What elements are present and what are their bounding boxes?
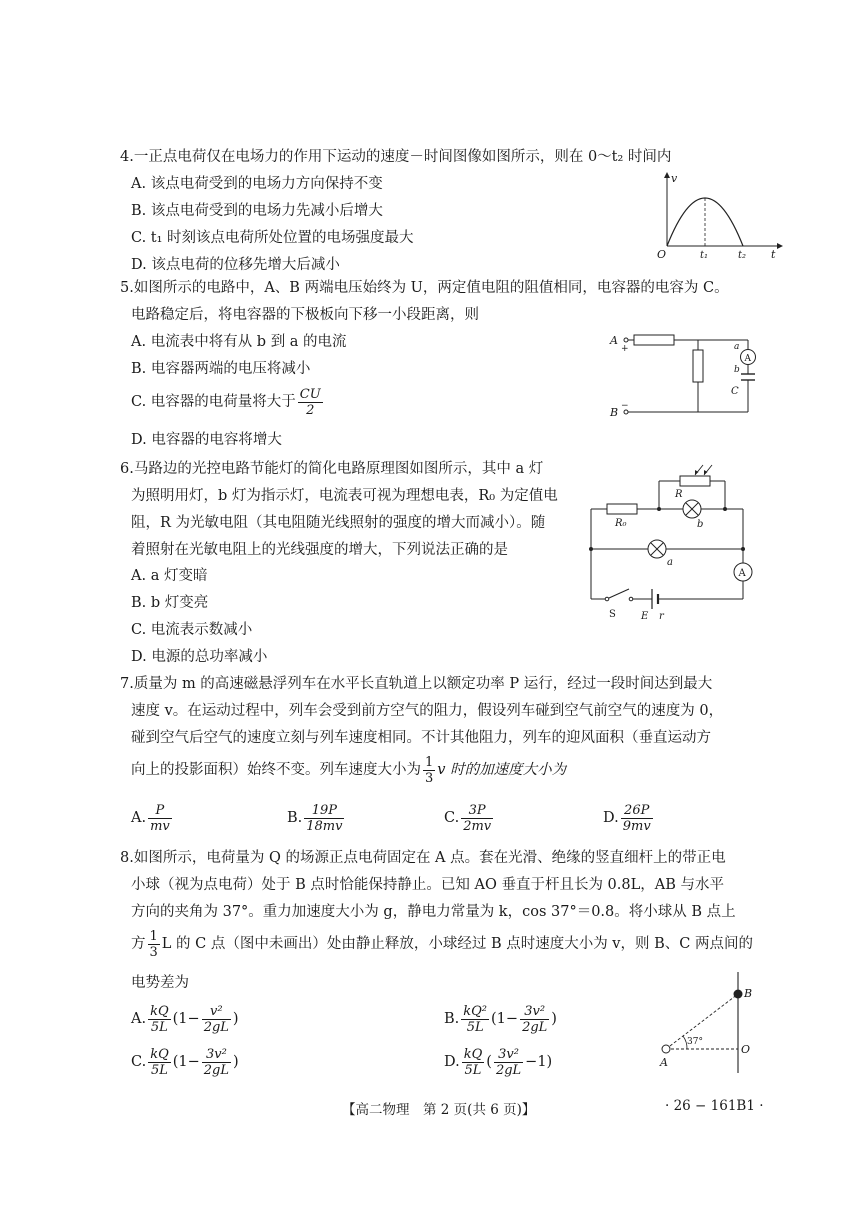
q6-stem-3: 阻，R 为光敏电阻（其电阻随光线照射的强度的增大而减小）。随 bbox=[131, 515, 546, 531]
q5-option-d: D. 电容器的电容将增大 bbox=[131, 432, 282, 448]
q8-option-b bbox=[444, 1000, 557, 1038]
q8-option-c-coef-den: 5L bbox=[151, 1062, 168, 1078]
q8-option-d-coef bbox=[462, 1047, 485, 1078]
q7-option-b-fraction bbox=[304, 803, 344, 834]
q8-option-a-coef-den: 5L bbox=[150, 1019, 168, 1035]
q8-stem-4 bbox=[131, 926, 753, 962]
q5-terminal-a: A bbox=[610, 334, 618, 347]
q5-option-a: A. 电流表中将有从 b 到 a 的电流 bbox=[131, 334, 347, 350]
q8-option-d-frac-den: 2gL bbox=[495, 1062, 522, 1078]
q8-option-c-pre: (1− bbox=[172, 1054, 200, 1070]
q4-option-a: A. 该点电荷受到的电场力方向保持不变 bbox=[131, 176, 383, 192]
q8-option-a-label: A. bbox=[131, 1011, 147, 1027]
q8-option-a-pre: (1− bbox=[172, 1011, 200, 1027]
q6-r-label: R bbox=[675, 489, 683, 500]
q8-option-a-coef-num: kQ bbox=[150, 1003, 169, 1019]
q5-option-c-text: C. 电容器的电荷量将大于 bbox=[131, 394, 296, 410]
q6-option-c: C. 电流表示数减小 bbox=[131, 622, 253, 638]
q4-fig-o: O bbox=[657, 248, 667, 261]
q8-option-c-coef bbox=[148, 1047, 171, 1078]
page-code: · 26 − 161B1 · bbox=[665, 1098, 764, 1114]
q8-option-a-post: ) bbox=[232, 1011, 239, 1027]
q8-option-c-label: C. bbox=[131, 1054, 147, 1070]
q7-stem-2: 速度 v。在运动过程中，列车会受到前方空气的阻力，假设列车碰到空气前空气的速度为 0， bbox=[131, 703, 724, 719]
q5-circuit bbox=[610, 328, 775, 418]
q5-option-b: B. 电容器两端的电压将减小 bbox=[131, 361, 311, 377]
q7-option-c-den: 2mv bbox=[463, 818, 492, 834]
q8-option-b-label: B. bbox=[444, 1011, 460, 1027]
q4-option-d: D. 该点电荷的位移先增大后减小 bbox=[131, 257, 340, 273]
q6-lamp-b-label: b bbox=[697, 519, 704, 530]
q8-option-d-coef-den: 5L bbox=[464, 1062, 482, 1078]
q5-fraction-den: 2 bbox=[306, 402, 315, 418]
q8-option-c-coef-num: kQ bbox=[150, 1046, 169, 1062]
q8-option-a-coef bbox=[148, 1004, 171, 1035]
q6-internal-r-label: r bbox=[659, 611, 664, 622]
q8-option-b-frac bbox=[520, 1004, 549, 1035]
q8-option-d-coef-num: kQ bbox=[463, 1046, 483, 1062]
q7-option-d-label: D. bbox=[603, 810, 619, 826]
q7-option-a-fraction bbox=[148, 803, 172, 834]
q7-stem-1: 7.质量为 m 的高速磁悬浮列车在水平长直轨道上以额定功率 P 运行，经过一段时间达到最大 bbox=[120, 676, 713, 692]
q5-option-c bbox=[131, 384, 325, 420]
q6-switch-label: S bbox=[609, 609, 616, 620]
q5-plus-sign: + bbox=[621, 344, 629, 354]
q4-fig-t2: t₂ bbox=[738, 250, 747, 261]
q8-option-b-frac-den: 2gL bbox=[522, 1019, 548, 1035]
q5-point-b: b bbox=[734, 365, 740, 375]
q7-option-b bbox=[287, 800, 346, 836]
q6-stem-4: 着照射在光敏电阻上的光线强度的增大，下列说法正确的是 bbox=[131, 542, 508, 558]
q4-option-b: B. 该点电荷受到的电场力先减小后增大 bbox=[131, 203, 383, 219]
q4-vt-graph bbox=[655, 170, 785, 260]
q7-one-third-den: 3 bbox=[425, 770, 434, 786]
q7-one-third-num: 1 bbox=[425, 754, 434, 770]
q6-lamp-a-label: a bbox=[667, 557, 673, 568]
q7-option-a-den: mv bbox=[150, 818, 170, 834]
q4-option-c: C. t₁ 时刻该点电荷所处位置的电场强度最大 bbox=[131, 230, 414, 246]
q8-option-d-frac-num: 3v² bbox=[494, 1047, 523, 1063]
q8-option-d bbox=[444, 1043, 552, 1081]
q7-stem-4-text-b: v 时的加速度大小为 bbox=[437, 762, 567, 778]
q8-option-a-frac-num: v² bbox=[202, 1004, 231, 1020]
q8-one-third bbox=[148, 929, 160, 960]
q5-point-a: a bbox=[734, 342, 740, 352]
q8-option-d-post: −1) bbox=[525, 1054, 553, 1070]
q8-stem-2: 小球（视为点电荷）处于 B 点时恰能保持静止。已知 AO 垂直于杆且长为 0.8L，AB 与水平 bbox=[131, 877, 724, 893]
q6-emf-label: E bbox=[641, 611, 649, 622]
q5-capacitor-label: C bbox=[731, 386, 739, 397]
q8-option-b-frac-num: 3v² bbox=[520, 1004, 549, 1020]
q8-option-d-frac bbox=[494, 1047, 523, 1078]
q7-option-a-num: P bbox=[148, 803, 172, 819]
q8-one-third-den: 3 bbox=[149, 944, 158, 960]
q7-option-d-den: 9mv bbox=[622, 818, 651, 834]
q5-terminal-b: B bbox=[610, 406, 619, 419]
q6-stem-2: 为照明用灯，b 灯为指示灯，电流表可视为理想电表，R₀ 为定值电 bbox=[131, 488, 558, 504]
q7-stem-4 bbox=[131, 752, 566, 788]
q8-point-a: A bbox=[660, 1056, 668, 1069]
q6-option-b: B. b 灯变亮 bbox=[131, 595, 209, 611]
q8-option-c bbox=[131, 1043, 239, 1081]
q4-fig-t1: t₁ bbox=[700, 250, 709, 261]
q7-option-d bbox=[603, 800, 655, 836]
q7-one-third bbox=[423, 755, 435, 786]
q8-option-b-pre: (1− bbox=[491, 1011, 519, 1027]
q6-stem-1: 6.马路边的光控电路节能灯的简化电路原理图如图所示，其中 a 灯 bbox=[120, 461, 544, 477]
q5-minus-sign: − bbox=[621, 401, 629, 411]
q6-ammeter-label: A bbox=[738, 568, 746, 579]
q8-stem-1: 8.如图所示，电荷量为 Q 的场源正点电荷固定在 A 点。套在光滑、绝缘的竖直细杆上的带正电 bbox=[120, 850, 726, 866]
q8-angle-label: 37° bbox=[687, 1037, 703, 1047]
q5-fraction-num: CU bbox=[299, 386, 321, 402]
q5-option-c-fraction bbox=[298, 387, 323, 418]
q6-option-a: A. a 灯变暗 bbox=[131, 568, 208, 584]
q7-option-c-fraction bbox=[461, 803, 493, 834]
q4-fig-v: v bbox=[671, 172, 678, 185]
q6-r0-label: R₀ bbox=[615, 518, 627, 529]
q7-stem-3: 碰到空气后空气的速度立刻与列车速度相同。不计其他阻力，列车的迎风面积（垂直运动方 bbox=[131, 730, 711, 746]
q7-option-a-label: A. bbox=[131, 810, 147, 826]
q7-option-d-fraction bbox=[621, 803, 653, 834]
q4-fig-t: t bbox=[771, 248, 776, 261]
q7-option-c-num: 3P bbox=[461, 803, 493, 819]
q8-stem-4-text-b: L 的 C 点（图中未画出）处由静止释放，小球经过 B 点时速度大小为 v，则 B、C 两点间的 bbox=[161, 936, 753, 952]
q6-option-d: D. 电源的总功率减小 bbox=[131, 649, 268, 665]
q8-option-d-label: D. bbox=[444, 1054, 460, 1070]
page-footer: 【高二物理 第 2 页(共 6 页)】 bbox=[342, 1102, 536, 1118]
q7-option-b-den: 18mv bbox=[306, 818, 343, 834]
q5-stem-2: 电路稳定后，将电容器的下极板向下移一小段距离，则 bbox=[131, 307, 479, 323]
q8-option-a-frac-den: 2gL bbox=[203, 1019, 229, 1035]
q8-option-b-coef-den: 5L bbox=[466, 1019, 484, 1035]
q8-point-o: O bbox=[741, 1043, 751, 1056]
q4-stem: 4.一正点电荷仅在电场力的作用下运动的速度－时间图像如图所示，则在 0～t₂ 时间内 bbox=[120, 149, 672, 165]
q8-option-b-post: ) bbox=[551, 1011, 557, 1027]
q8-option-c-frac-den: 2gL bbox=[203, 1062, 230, 1078]
q6-circuit bbox=[585, 463, 765, 623]
q8-option-a-frac bbox=[202, 1004, 231, 1035]
q7-option-c bbox=[444, 800, 495, 836]
q8-one-third-num: 1 bbox=[149, 928, 158, 944]
q7-option-b-label: B. bbox=[287, 810, 303, 826]
q8-option-c-frac bbox=[202, 1047, 231, 1078]
q8-option-d-pre: ( bbox=[486, 1054, 492, 1070]
q8-option-b-coef bbox=[461, 1004, 489, 1035]
q7-option-d-num: 26P bbox=[621, 803, 653, 819]
q8-option-b-coef-num: kQ² bbox=[463, 1003, 488, 1019]
q7-stem-4-text-a: 向上的投影面积）始终不变。列车速度大小为 bbox=[131, 762, 421, 778]
q8-option-a bbox=[131, 1000, 239, 1038]
q7-option-a bbox=[131, 800, 174, 836]
q5-ammeter-label: A bbox=[744, 354, 751, 364]
q8-stem-4-text-a: 方 bbox=[131, 936, 146, 952]
q7-option-b-num: 19P bbox=[304, 803, 344, 819]
q8-stem-5: 电势差为 bbox=[131, 975, 189, 991]
q8-option-c-frac-num: 3v² bbox=[202, 1047, 231, 1063]
q8-stem-3: 方向的夹角为 37°。重力加速度大小为 g，静电力常量为 k，cos 37°＝0.8。将小球从 B 点上 bbox=[131, 904, 736, 920]
q8-option-c-post: ) bbox=[233, 1054, 239, 1070]
q8-rod-figure bbox=[655, 970, 775, 1075]
q7-option-c-label: C. bbox=[444, 810, 460, 826]
q5-stem-1: 5.如图所示的电路中，A、B 两端电压始终为 U，两定值电阻的阻值相同，电容器的电容为 C。 bbox=[120, 280, 729, 296]
q8-point-b: B bbox=[744, 987, 753, 1000]
